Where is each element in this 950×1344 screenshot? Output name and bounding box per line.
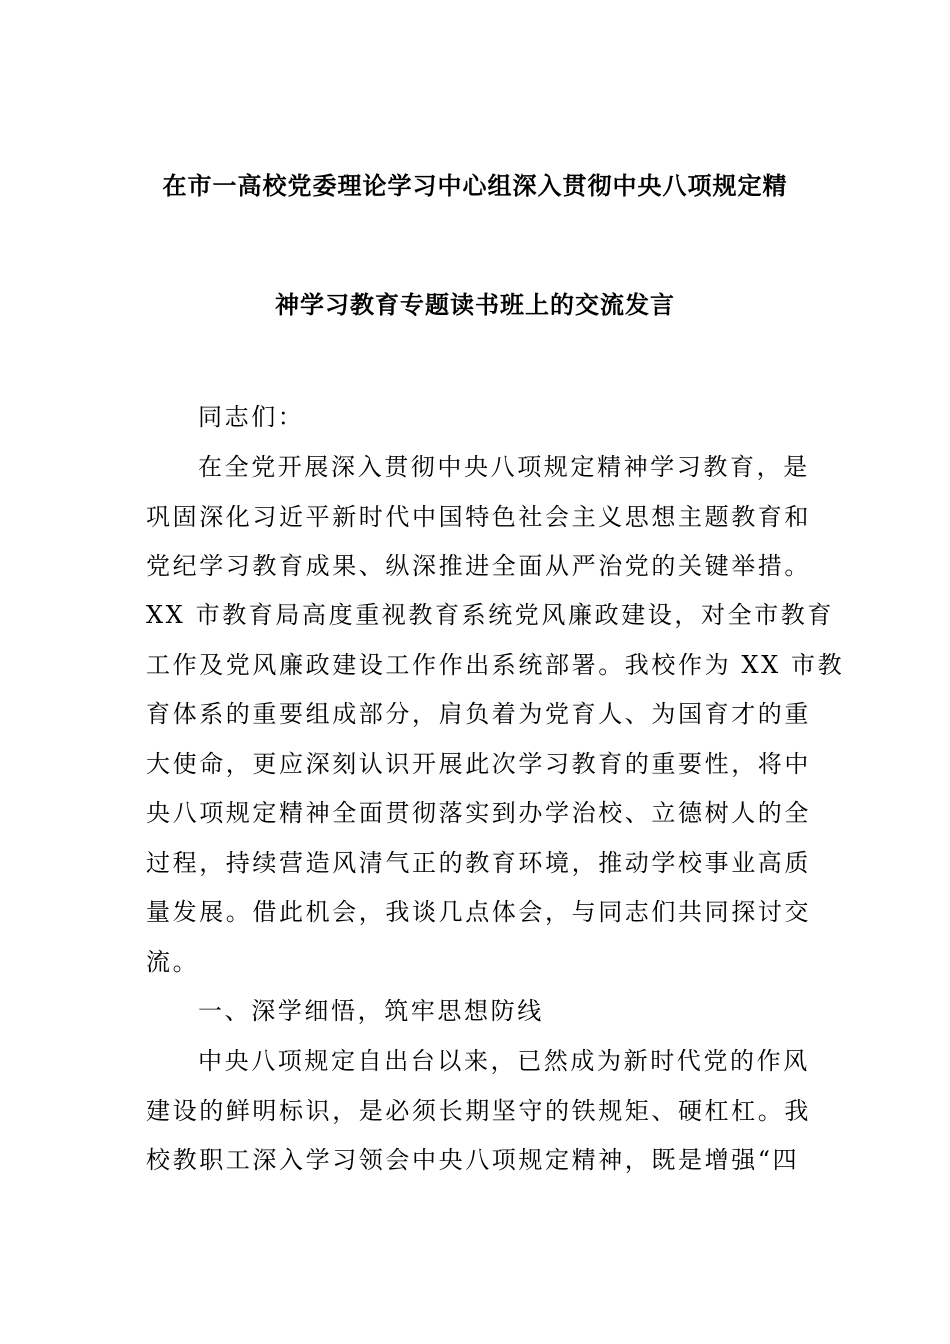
- body-line: 建设的鲜明标识，是必须长期坚守的铁规矩、硬杠杠。我: [146, 1097, 811, 1125]
- body-line: 量发展。借此机会，我谈几点体会，与同志们共同探讨交: [146, 898, 811, 926]
- body-line: 巩固深化习近平新时代中国特色社会主义思想主题教育和: [146, 503, 811, 531]
- salutation: 同志们：: [198, 403, 305, 431]
- body-line: 工作及党风廉政建设工作作出系统部署。我校作为 XX 市教: [146, 651, 845, 679]
- body-line: 央八项规定精神全面贯彻落实到办学治校、立德树人的全: [146, 799, 811, 827]
- body-line: 党纪学习教育成果、纵深推进全面从严治党的关键举措。: [146, 552, 811, 580]
- body-line: 过程，持续营造风清气正的教育环境，推动学校事业高质: [146, 849, 811, 877]
- body-line: 中央八项规定自出台以来，已然成为新时代党的作风: [198, 1047, 810, 1075]
- body-line: 大使命，更应深刻认识开展此次学习教育的重要性，将中: [146, 750, 811, 778]
- body-line: XX 市教育局高度重视教育系统党风廉政建设，对全市教育: [146, 601, 834, 629]
- document-title-line-2: 神学习教育专题读书班上的交流发言: [275, 290, 675, 319]
- body-line: 在全党开展深入贯彻中央八项规定精神学习教育，是: [198, 453, 810, 481]
- document-title-line-1: 在市一高校党委理论学习中心组深入贯彻中央八项规定精: [162, 171, 788, 200]
- section-heading: 一、深学细悟，筑牢思想防线: [198, 997, 544, 1025]
- body-line: 流。: [146, 948, 200, 976]
- body-line: 育体系的重要组成部分，肩负着为党育人、为国育才的重: [146, 700, 811, 728]
- body-line: 校教职工深入学习领会中央八项规定精神，既是增强“四: [146, 1146, 800, 1174]
